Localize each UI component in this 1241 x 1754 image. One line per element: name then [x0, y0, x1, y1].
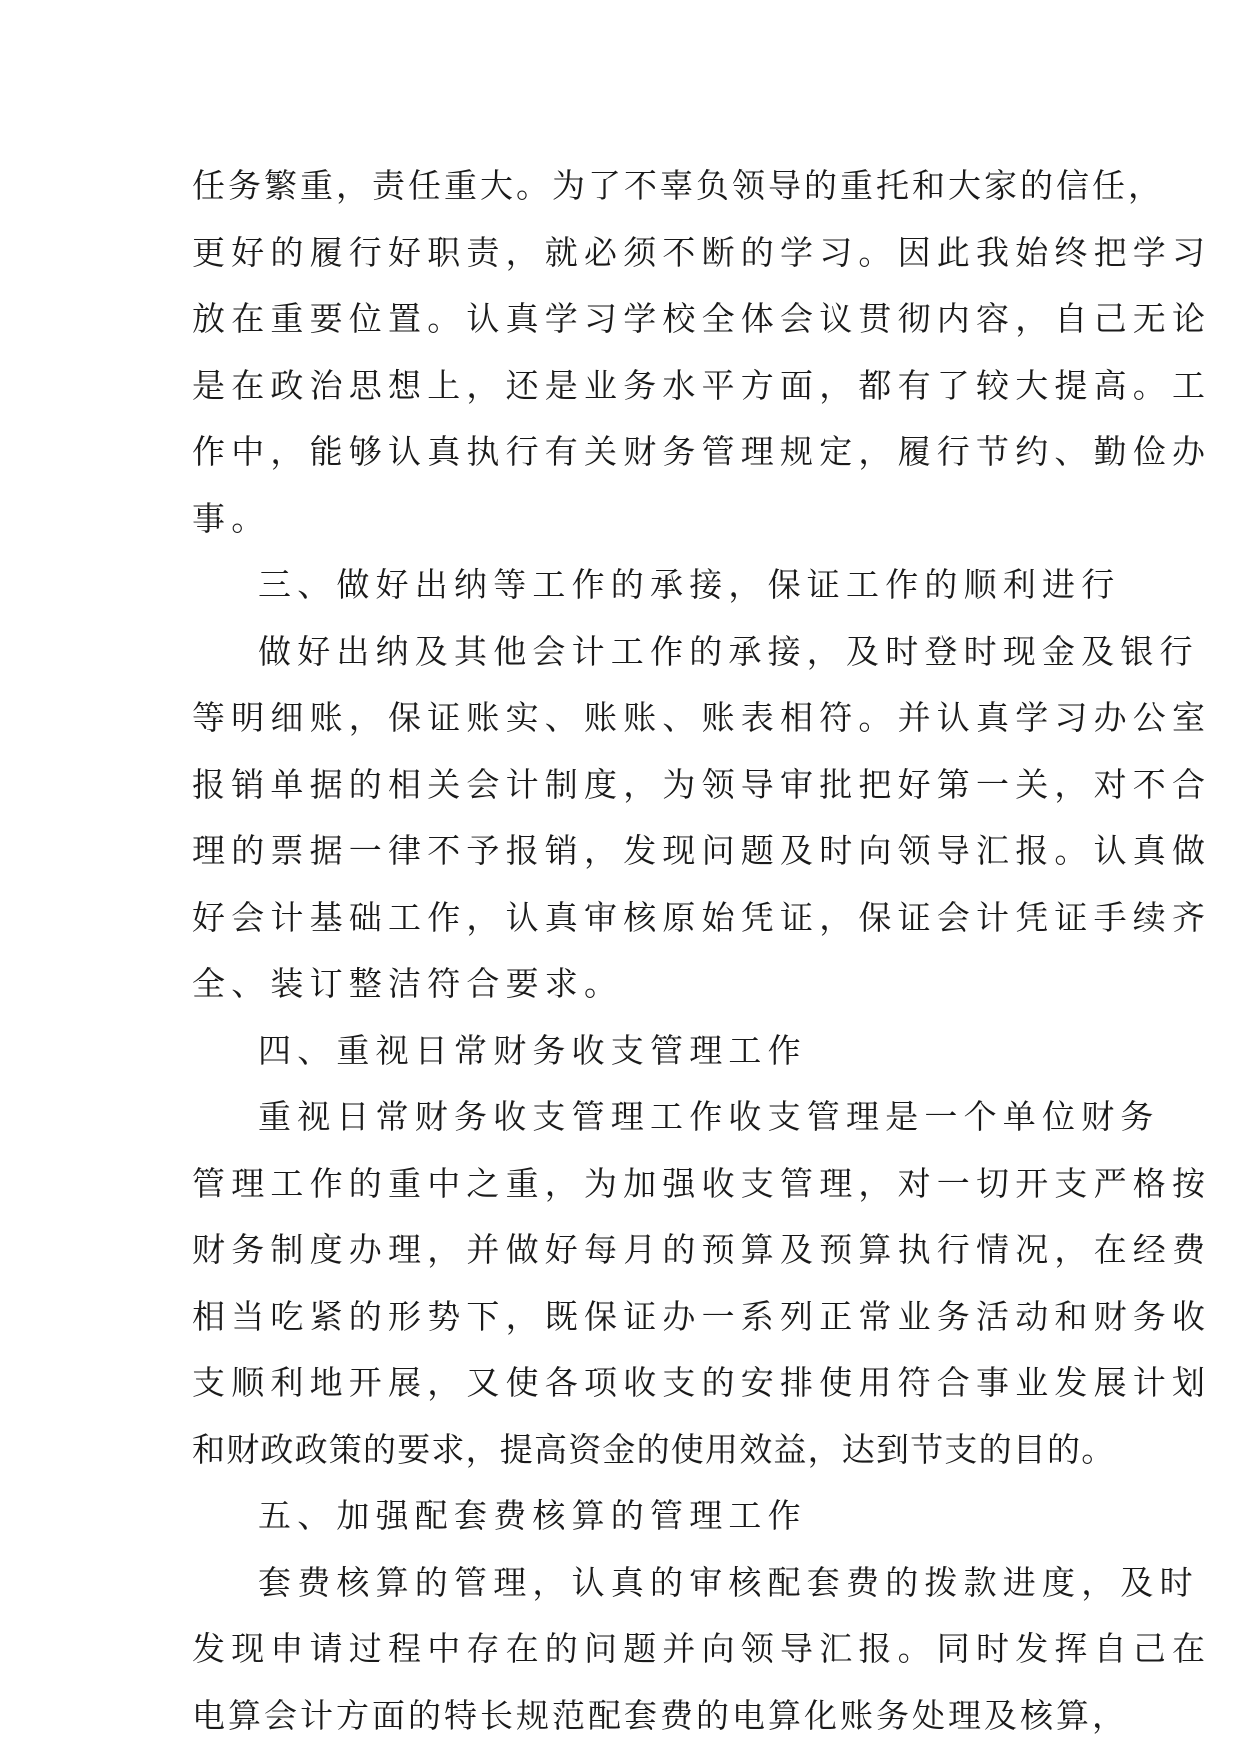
- document-body: [192, 153, 1212, 1749]
- text-line: 作中，能够认真执行有关财务管理规定，履行节约、勤俭办: [192, 432, 1212, 471]
- text-line: 好会计基础工作，认真审核原始凭证，保证会计凭证手续齐: [192, 897, 1212, 937]
- text-line: 管理工作的重中之重，为加强收支管理，对一切开支严格按: [192, 1163, 1212, 1203]
- text-line: 事。: [192, 498, 271, 538]
- section-heading: 四、重视日常财务收支管理工作: [258, 1030, 807, 1070]
- text-line: 是在政治思想上，还是业务水平方面，都有了较大提高。工: [192, 365, 1212, 405]
- text-line: 重视日常财务收支管理工作收支管理是一个单位财务: [258, 1097, 1160, 1136]
- text-line: 放在重要位置。认真学习学校全体会议贯彻内容，自己无论: [192, 299, 1212, 338]
- text-line: 全、装订整洁符合要求。: [192, 964, 624, 1003]
- text-line: 和财政政策的要求，提高资金的使用效益，达到节支的目的。: [192, 1429, 1116, 1469]
- text-line: 发现申请过程中存在的问题并向领导汇报。同时发挥自己在: [192, 1629, 1212, 1668]
- text-line: 相当吃紧的形势下，既保证办一系列正常业务活动和财务收: [192, 1296, 1212, 1336]
- text-line: 做好出纳及其他会计工作的承接，及时登时现金及银行: [258, 631, 1199, 671]
- text-line: 电算会计方面的特长规范配套费的电算化账务处理及核算，: [192, 1695, 1128, 1735]
- text-line: 理的票据一律不予报销，发现问题及时向领导汇报。认真做: [192, 831, 1212, 870]
- text-line: 报销单据的相关会计制度，为领导审批把好第一关，对不合: [192, 764, 1212, 804]
- text-line: 套费核算的管理，认真的审核配套费的拨款进度，及时: [258, 1562, 1199, 1602]
- section-heading: 五、加强配套费核算的管理工作: [258, 1496, 807, 1535]
- text-line: 财务制度办理，并做好每月的预算及预算执行情况，在经费: [192, 1230, 1212, 1269]
- section-heading: 三、做好出纳等工作的承接，保证工作的顺利进行: [258, 565, 1121, 604]
- text-line: 支顺利地开展，又使各项收支的安排使用符合事业发展计划: [192, 1363, 1212, 1402]
- text-line: 更好的履行好职责，就必须不断的学习。因此我始终把学习: [192, 232, 1212, 272]
- text-line: 任务繁重，责任重大。为了不辜负领导的重托和大家的信任，: [192, 166, 1164, 205]
- text-line: 等明细账，保证账实、账账、账表相符。并认真学习办公室: [192, 698, 1212, 737]
